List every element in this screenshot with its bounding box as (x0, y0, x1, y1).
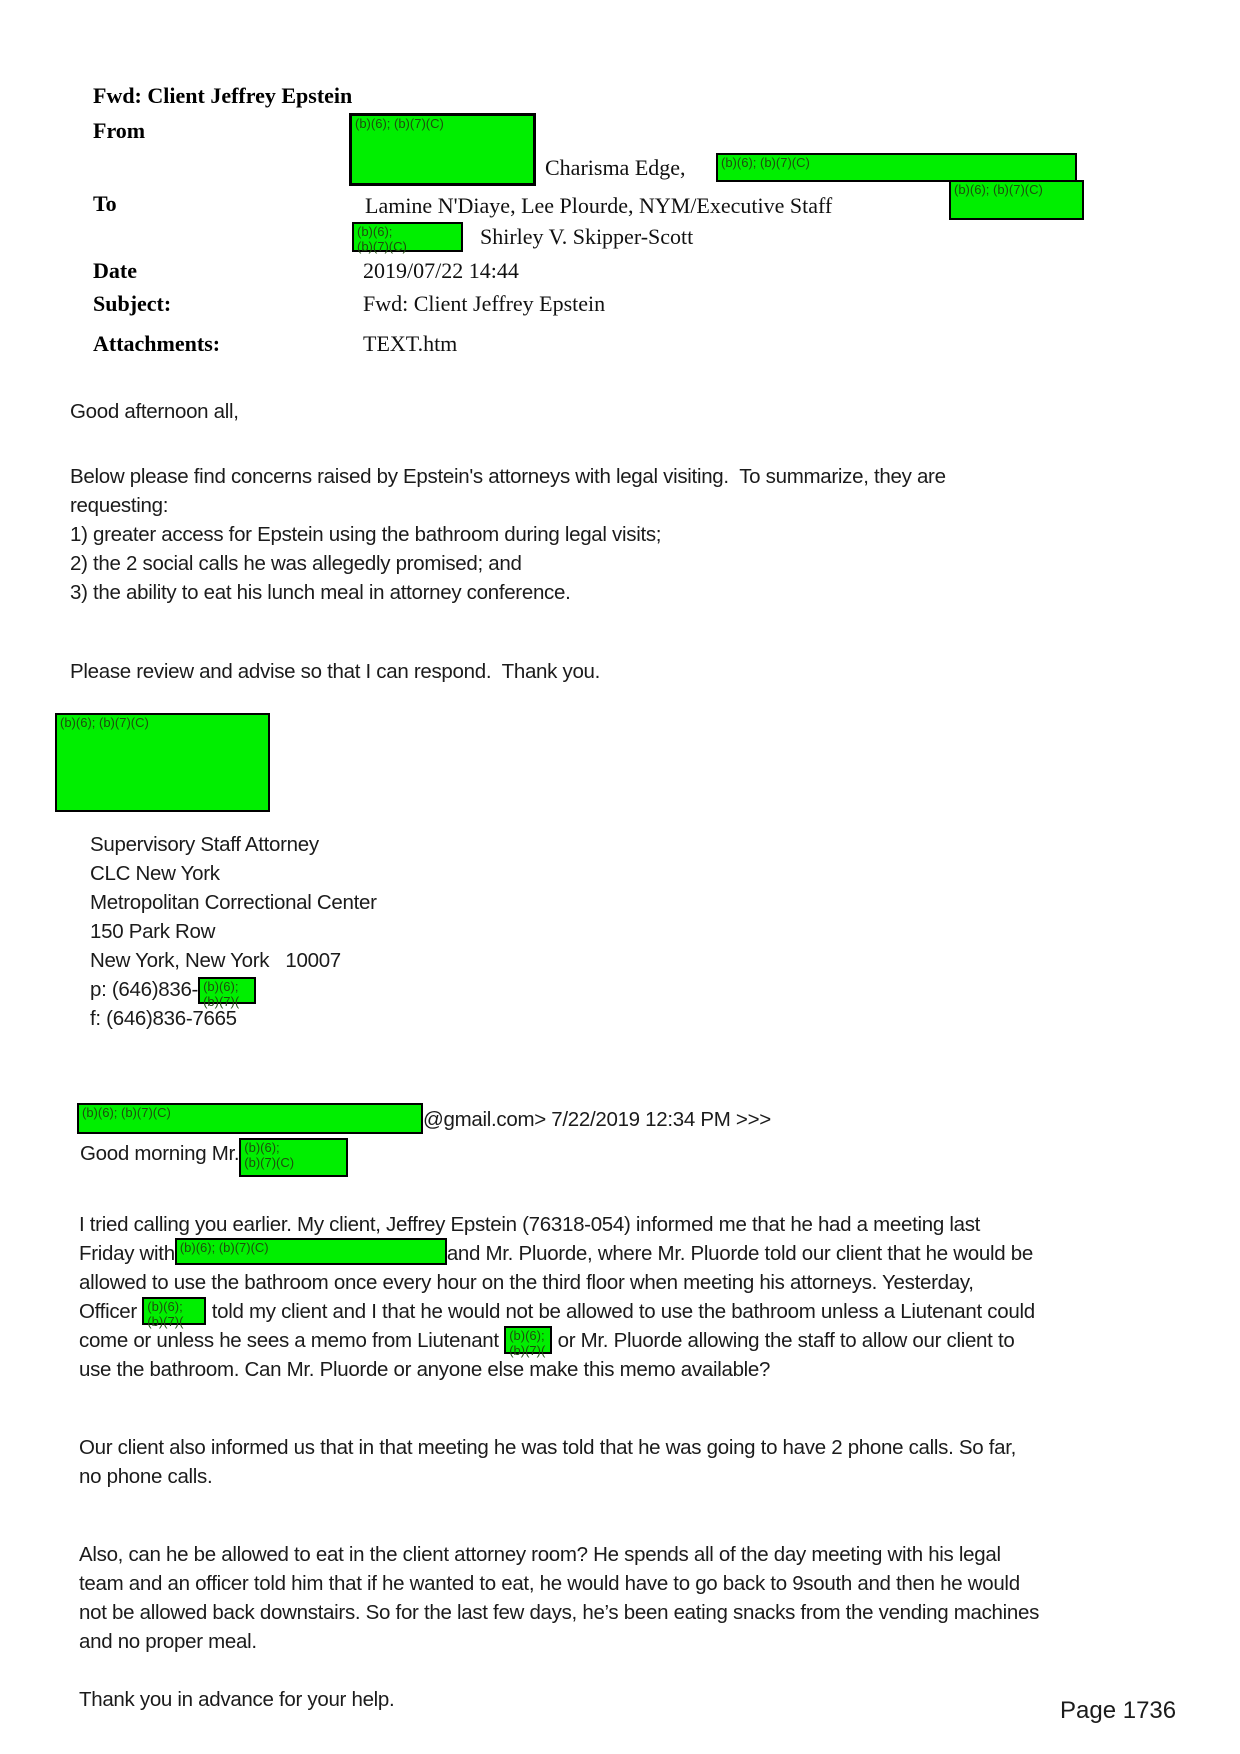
body-line: not be allowed back downstairs. So for the last few days, he’s been eating snacks from the vending machines (79, 1601, 1040, 1624)
clipped-text: Thank you in advance for your help. (79, 1688, 395, 1711)
body-text-segment: and Mr. Pluorde, where Mr. Pluorde told our client that he would be (446, 1242, 1033, 1265)
body-line: Please review and advise so that I can respond. Thank you. (70, 660, 601, 683)
body-list-item-1: 1) greater access for Epstein using the bathroom during legal visits; (70, 523, 662, 546)
redaction-label: (b)(6); (b)(7)(C) (721, 155, 810, 170)
body-line: requesting: (70, 494, 169, 517)
body-text-segment: told my client and I that he would not be allowed to use the bathroom unless a Liutenant could (206, 1300, 1035, 1323)
redaction-signature-name (55, 713, 270, 812)
body-text-segment: p: (646)836- (90, 978, 199, 1001)
redaction-from-email (716, 153, 1077, 182)
redaction-label: (b)(7)(C) (357, 239, 407, 254)
body-line-with-redaction (79, 1299, 1035, 1329)
to-value-line1: Lamine N'Diaye, Lee Plourde, NYM/Executive Staff (365, 193, 833, 218)
body-list-item-3: 3) the ability to eat his lunch meal in attorney conference. (70, 581, 571, 604)
date-value: 2019/07/22 14:44 (363, 258, 519, 283)
redaction-from-name (349, 113, 536, 186)
redaction-label: (b)(7)(C) (244, 1155, 295, 1170)
redaction-label: (b)(6); (509, 1328, 545, 1343)
quoted-greeting-line (80, 1140, 348, 1177)
body-line: Below please find concerns raised by Epstein's attorneys with legal visiting. To summarize, they are (70, 465, 946, 488)
redaction-sender-email (77, 1103, 423, 1134)
attachments-value: TEXT.htm (363, 331, 458, 356)
redaction-label: (b)(6); (b)(7)(C) (60, 715, 149, 730)
redaction-officer-name (142, 1297, 206, 1329)
redaction-to-1 (949, 180, 1084, 220)
redaction-label: (b)(7)( (147, 1314, 184, 1329)
signature-facility: Metropolitan Correctional Center (90, 891, 377, 914)
redaction-to-2 (352, 222, 463, 252)
redaction-label: (b)(7)( (203, 994, 240, 1009)
redaction-label: (b)(6); (b)(7)(C) (179, 1240, 269, 1255)
redaction-label: (b)(6); (b)(7)(C) (82, 1105, 171, 1120)
signature-fax: f: (646)836-7665 (90, 1007, 237, 1030)
to-value-line2: Shirley V. Skipper-Scott (480, 224, 694, 249)
redaction-label: (b)(6); (b)(7)(C) (355, 116, 444, 131)
from-label: From (93, 118, 146, 143)
body-line-clipped (79, 1688, 979, 1711)
quoted-email-header-line (77, 1103, 771, 1134)
signature-street: 150 Park Row (90, 920, 216, 943)
body-greeting: Good afternoon all, (70, 400, 239, 423)
signature-city: New York, New York 10007 (90, 949, 341, 972)
signature-phone-line (90, 978, 256, 1009)
attachments-label: Attachments: (93, 331, 221, 356)
date-label: Date (93, 258, 137, 283)
body-line: use the bathroom. Can Mr. Pluorde or anyone else make this memo available? (79, 1358, 771, 1381)
subject-value: Fwd: Client Jeffrey Epstein (363, 291, 606, 316)
body-text-segment: or Mr. Pluorde allowing the staff to allow our client to (552, 1329, 1015, 1352)
body-line-with-redaction (79, 1242, 1033, 1266)
body-text-segment: come or unless he sees a memo from Liutenant (79, 1329, 505, 1352)
to-label: To (93, 191, 117, 216)
redaction-label: (b)(6); (244, 1140, 280, 1155)
page-number: Page 1736 (1060, 1697, 1177, 1724)
body-line: Also, can he be allowed to eat in the client attorney room? He spends all of the day meeting with his legal (79, 1543, 1001, 1566)
signature-title: Supervisory Staff Attorney (90, 833, 319, 856)
redaction-label: (b)(6); (147, 1299, 183, 1314)
body-text-segment: @gmail.com> 7/22/2019 12:34 PM >>> (423, 1108, 771, 1131)
body-list-item-2: 2) the 2 social calls he was allegedly promised; and (70, 552, 522, 575)
redaction-recipient-name (239, 1138, 348, 1177)
body-line: team and an officer told him that if he wanted to eat, he would have to go back to 9south and then he would (79, 1572, 1020, 1595)
subject-label: Subject: (93, 291, 172, 316)
from-value: Charisma Edge, (545, 155, 686, 180)
body-text-segment: Officer (79, 1300, 143, 1323)
redaction-phone (198, 977, 256, 1009)
redaction-lieutenant-name (504, 1326, 552, 1358)
body-line: no phone calls. (79, 1465, 213, 1488)
redaction-label: (b)(6); (357, 224, 393, 239)
body-line-with-redaction (79, 1328, 1015, 1358)
signature-org: CLC New York (90, 862, 220, 885)
body-line: and no proper meal. (79, 1630, 257, 1653)
body-line: I tried calling you earlier. My client, Jeffrey Epstein (76318-054) informed me that he had a meeting last (79, 1213, 981, 1236)
redaction-staff-name (175, 1238, 447, 1265)
redaction-label: (b)(7)( (509, 1343, 546, 1358)
redaction-label: (b)(6); (b)(7)(C) (954, 182, 1043, 197)
body-text-segment: Friday with (79, 1242, 175, 1265)
body-line: allowed to use the bathroom once every hour on the third floor when meeting his attorneys. Yesterday, (79, 1271, 974, 1294)
redaction-label: (b)(6); (203, 979, 239, 994)
body-line: Our client also informed us that in that meeting he was told that he was going to have 2 phone calls. So far, (79, 1436, 1017, 1459)
body-text-segment: Good morning Mr. (80, 1142, 240, 1165)
email-title: Fwd: Client Jeffrey Epstein (93, 83, 353, 108)
